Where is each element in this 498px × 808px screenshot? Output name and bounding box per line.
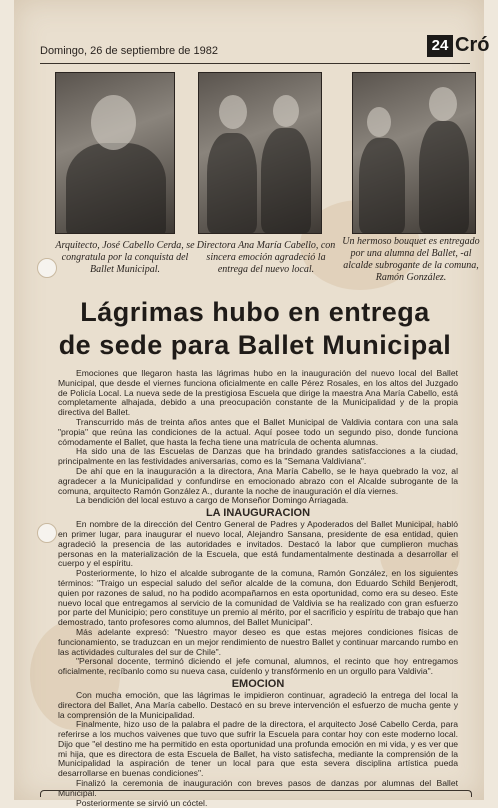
paragraph: Más adelante expresó: "Nuestro mayor deseo es que estas mejores condiciones físicas de funcionamiento, se traduzcan en un mejor rendimiento de nuestro Ballet y continuar marcando rumbo en las actividades culturales del sur de Chile". [58, 626, 458, 657]
punch-hole [37, 523, 57, 543]
paragraph: "Personal docente, terminó diciendo el jefe comunal, alumnos, el recinto que hoy entregamos oficialmente, recíbanlo como su nueva casa, cuídenlo y transfórmenlo en un orgullo para Valdivia". [58, 656, 458, 677]
newspaper-logo [427, 34, 489, 57]
paragraph: Finalmente, hizo uso de la palabra el padre de la directora, el arquitecto José Cabello Cerda, para referirse a los muchos vaivenes que tuvo que sufrir la Escuela para contar hoy con este moderno local. Dijo que "el destino me ha permitido en esta oportunidad una profunda emoción en mi vida, y es ver que mi hija, que es directora de esta Escuela de Ballet, ha visto satisfecha, mediante la comprensión de la Municipalidad la aspiración de tener un local para que esta severa disciplina artística pueda desarrollarse en buenas condiciones". [58, 719, 458, 779]
logo-text: Cró [455, 34, 490, 56]
caption-bouquet: Un hermoso bouquet es entregado por una alumna del Ballet, -al alcalde subrogante de la comuna, Ramón González. [342, 236, 480, 283]
article-body [58, 369, 458, 808]
bottom-border [40, 790, 472, 797]
photo-bouquet [352, 72, 476, 234]
header-rule [40, 63, 470, 64]
publication-date: Domingo, 26 de septiembre de 1982 [40, 45, 218, 57]
headline-line-2: de sede para Ballet Municipal [58, 330, 452, 360]
paragraph: Posteriormente se sirvió un cóctel. [76, 797, 208, 808]
paragraph: Con mucha emoción, que las lágrimas le impidieron continuar, agradeció la entrega del local la directora del Ballet, Ana María cabello. Destacó en su breve intervención el esfuerzo de mucha gente y la comprensión de la Municipalidad. [58, 689, 458, 720]
paragraph: De ahí que en la inauguración a la directora, Ana María Cabello, se le haya quebrado la voz, al agradecer a la Municipalidad y confundirse en emocionado abrazo con el Alcalde subrogante de la comuna, arquitecto Ramón González A., durante la noche de inauguración el día viernes. [58, 465, 458, 496]
paragraph: Finalizó la ceremonia de inauguración con breves pasos de danzas por alumnas del Ballet Municipal. [58, 778, 458, 798]
paragraph: La bendición del local estuvo a cargo de Monseñor Domingo Arriagada. [76, 495, 349, 506]
headline-line-1: Lágrimas hubo en entrega [80, 297, 430, 327]
photo-director [198, 72, 322, 234]
caption-architect: Arquitecto, José Cabello Cerda, se congratula por la conquista del Ballet Municipal. [55, 240, 195, 275]
paragraph: Emociones que llegaron hasta las lágrimas hubo en la inauguración del nuevo local del Ballet Municipal, que desde el viernes funciona oficialmente en calle Pérez Rosales, en los altos del Juzgado de Policía Local. La nueva sede de la prestigiosa Escuela que dirige la maestra Ana María Cabello, está completamente alhajada, debido a una preocupación constante de la Municipalidad y de la propia directiva del Ballet. [58, 368, 458, 418]
paragraph: En nombre de la dirección del Centro General de Padres y Apoderados del Ballet Municipal, habló en primer lugar, para inaugurar el nuevo local, Alejandro Sansana, presidente de esa entidad, quien agradeció la presencia de las autoridades e invitados. Destacó la labor que cumplieron muchas personas en la materialización de la Escuela, que está fundamentalmente destinada a desarrollar el cuerpo y el espíritu. [58, 519, 458, 569]
punch-hole [37, 258, 57, 278]
subheading-emocion: EMOCION [231, 677, 285, 690]
paragraph: Transcurrido más de treinta años antes que el Ballet Municipal de Valdivia contara con una sala "propia" que reúna las condiciones de la actual. Aquí posee todo un segundo piso, donde funciona cómodamente el Ballet, que hasta la fecha tiene una matrícula de ochenta alumnas. [58, 416, 458, 447]
subheading-inauguracion: LA INAUGURACION [205, 507, 311, 520]
caption-director: Directora Ana María Cabello, con sincera emoción agradeció la entrega del nuevo local. [196, 240, 336, 275]
logo-number: 24 [427, 35, 453, 57]
photo-architect [55, 72, 175, 234]
paragraph: Posteriormente, lo hizo el alcalde subrogante de la comuna, Ramón González, en los siguientes términos: "Traigo un especial saludo del señor alcalde de la comuna, don Eduardo Schild Benjerodt, quien por razones de salud, no ha podido acompañarnos en esta oportunidad, como era su deseo. Este nuevo local que entregamos al servicio de la comunidad de Valdivia se ha realizado con gran esfuerzo por parte del Municipio; pero constituye un premio al mérito, por el sacrificio y espíritu de trabajo que han demostrado, tanto profesores como alumnos, del Ballet Municipal". [58, 568, 458, 628]
paragraph: Ha sido una de las Escuelas de Danzas que ha brindado grandes satisfacciones a la ciudad, principalmente en las festividades aniversarias, como es la "Semana Valdiviana". [58, 446, 458, 467]
